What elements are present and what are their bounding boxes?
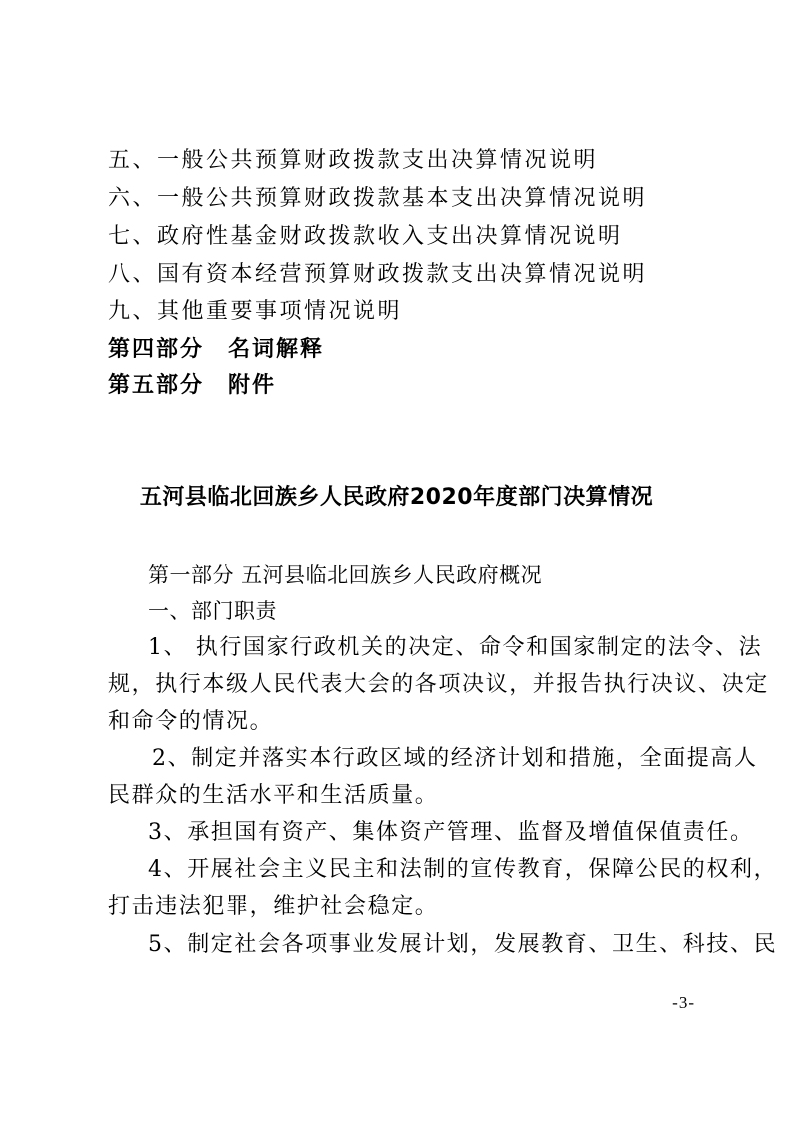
toc-item-8: 八、国有资本经营预算财政拨款支出决算情况说明 (108, 262, 648, 287)
body-line: 打击违法犯罪，维护社会稳定。 (108, 894, 439, 919)
toc-item-7: 七、政府性基金财政拨款收入支出决算情况说明 (108, 224, 623, 249)
document-title: 五河县临北回族乡人民政府2020年度部门决算情况 (139, 485, 654, 510)
body-line: 规，执行本级人民代表大会的各项决议，并报告执行决议、决定 (108, 672, 769, 697)
toc-item-6: 六、一般公共预算财政拨款基本支出决算情况说明 (108, 186, 648, 211)
toc-item-9: 九、其他重要事项情况说明 (108, 299, 403, 324)
body-line: 和命令的情况。 (108, 709, 274, 734)
part-1-heading: 第一部分 五河县临北回族乡人民政府概况 (148, 563, 543, 587)
body-line: 4、开展社会主义民主和法制的宣传教育，保障公民的权利， (148, 857, 778, 882)
body-line: 民群众的生活水平和生活质量。 (108, 783, 439, 808)
body-line: 5、制定社会各项事业发展计划，发展教育、卫生、科技、民 (148, 932, 778, 957)
body-line: 3、承担国有资产、集体资产管理、监督及增值保值责任。 (148, 820, 754, 845)
section-1-heading: 一、部门职责 (148, 599, 277, 623)
page-number: -3- (672, 993, 695, 1012)
toc-item-5: 五、一般公共预算财政拨款支出决算情况说明 (108, 148, 599, 173)
toc-part-5: 第五部分 附件 (108, 373, 277, 398)
toc-part-4: 第四部分 名词解释 (108, 337, 325, 362)
body-line: 2、制定并落实本行政区域的经济计划和措施，全面提高人 (152, 746, 758, 771)
body-line: 1、 执行国家行政机关的决定、命令和国家制定的法令、法 (148, 635, 763, 660)
